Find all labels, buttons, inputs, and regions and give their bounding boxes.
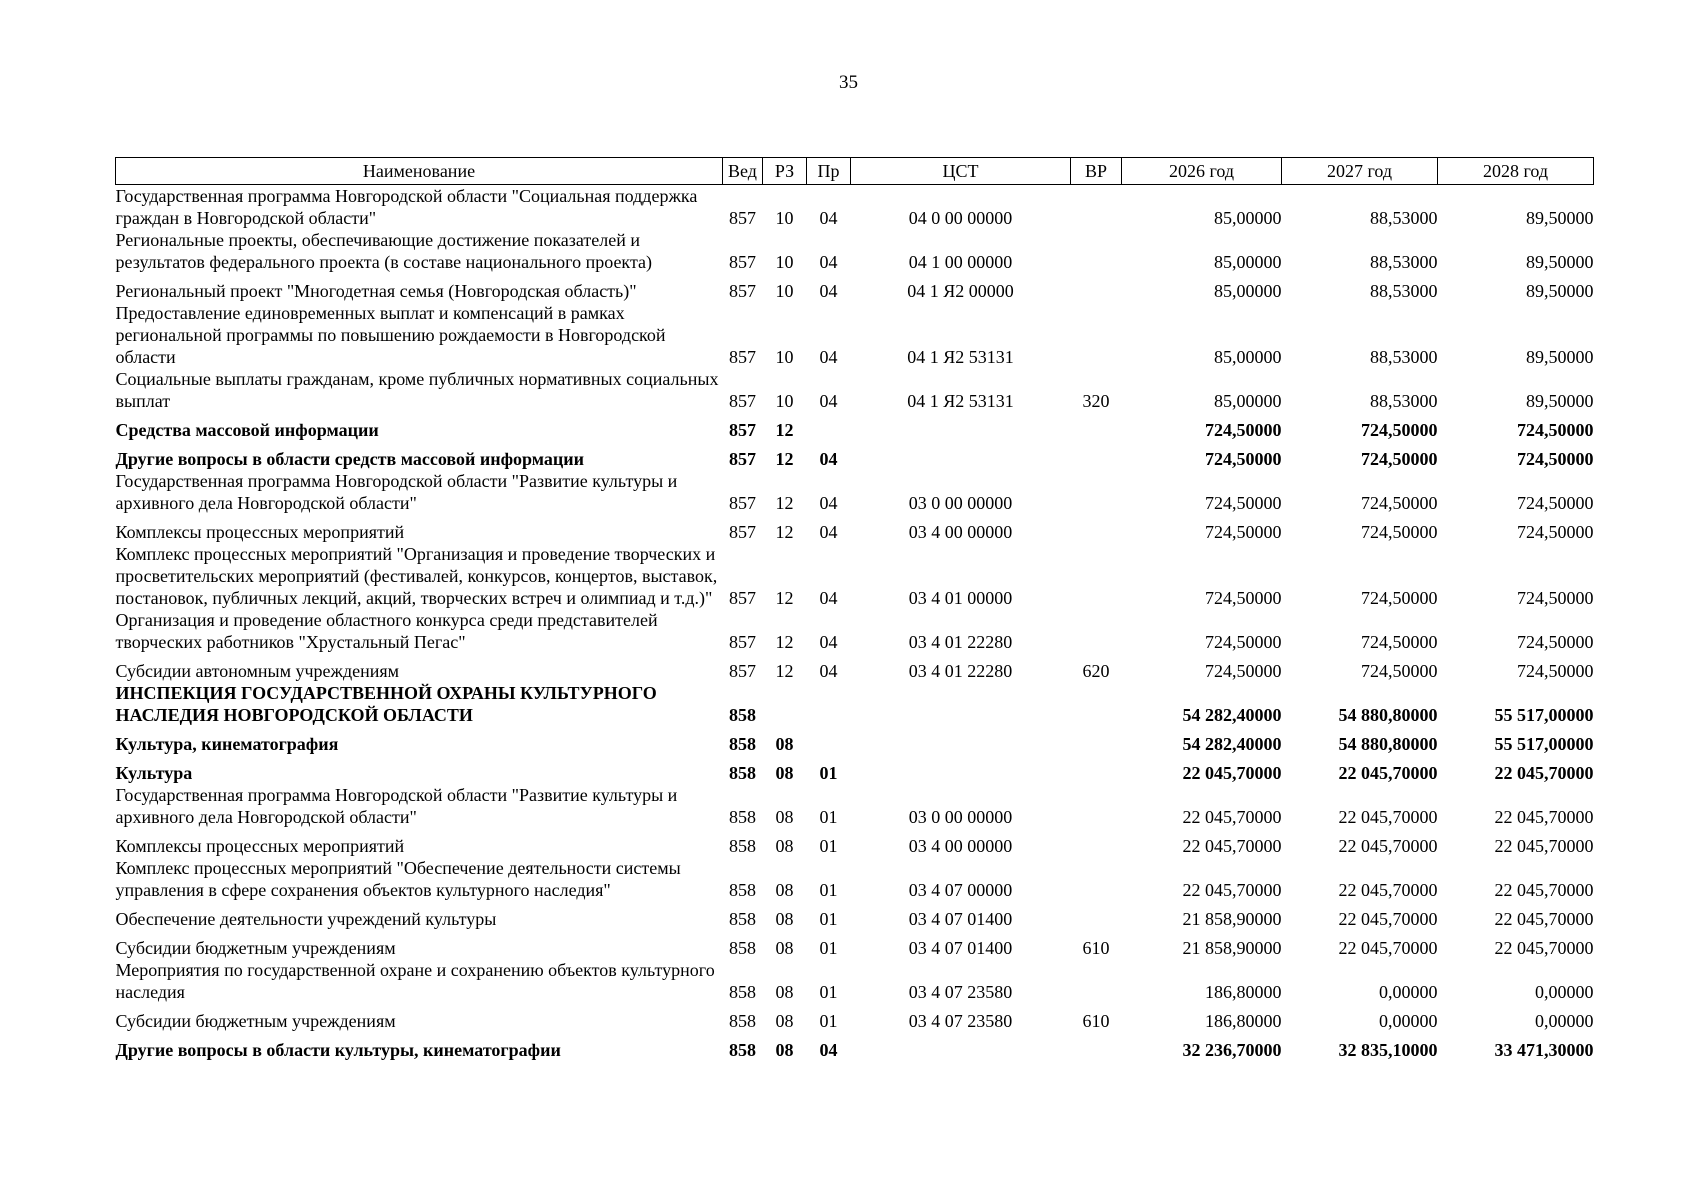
cell-vr bbox=[1071, 726, 1122, 755]
table-row bbox=[116, 959, 1594, 1003]
cell-y2028: 724,50000 bbox=[1517, 493, 1594, 513]
cell-y2026: 21 858,90000 bbox=[1182, 909, 1282, 929]
cell-y2026: 724,50000 bbox=[1205, 420, 1282, 440]
cell-y2026: 32 236,70000 bbox=[1182, 1040, 1282, 1060]
cell-rz: 10 bbox=[775, 391, 794, 411]
cell-name: Комплекс процессных мероприятий "Обеспечение деятельности системы управления в сфере сохранения объектов культурного наследия" bbox=[115, 858, 681, 900]
cell-pr: 04 bbox=[819, 281, 838, 301]
cell-name: Предоставление единовременных выплат и компенсаций в рамках региональной программы по повышению рождаемости в Новгородской области bbox=[115, 303, 666, 367]
header-2026: 2026 год bbox=[1122, 158, 1282, 185]
cell-y2027: 54 880,80000 bbox=[1338, 705, 1438, 725]
cell-ved: 858 bbox=[729, 705, 756, 725]
cell-name: Другие вопросы в области культуры, кинематографии bbox=[115, 1040, 561, 1060]
cell-y2028: 89,50000 bbox=[1526, 208, 1594, 228]
cell-name: Государственная программа Новгородской области "Развитие культуры и архивного дела Новгородской области" bbox=[115, 471, 678, 513]
cell-rz: 08 bbox=[775, 1040, 794, 1060]
cell-y2028: 55 517,00000 bbox=[1494, 705, 1594, 725]
cell-y2028: 0,00000 bbox=[1535, 1011, 1594, 1031]
header-vr: ВР bbox=[1071, 158, 1122, 185]
table-row bbox=[116, 726, 1594, 755]
cell-y2028: 22 045,70000 bbox=[1494, 909, 1594, 929]
cell-y2027: 22 045,70000 bbox=[1338, 836, 1438, 856]
header-name: Наименование bbox=[116, 158, 723, 185]
cell-y2026: 724,50000 bbox=[1205, 522, 1282, 542]
table-row bbox=[116, 857, 1594, 901]
cell-cst: 03 4 07 23580 bbox=[908, 1011, 1013, 1031]
cell-pr: 01 bbox=[819, 807, 838, 827]
cell-vr bbox=[1071, 682, 1122, 726]
table-row bbox=[116, 828, 1594, 857]
cell-pr: 04 bbox=[819, 522, 838, 542]
cell-y2027: 724,50000 bbox=[1361, 632, 1438, 652]
cell-y2028: 22 045,70000 bbox=[1494, 938, 1594, 958]
cell-name: Обеспечение деятельности учреждений культуры bbox=[115, 909, 497, 929]
cell-y2028: 22 045,70000 bbox=[1494, 836, 1594, 856]
page-number: 35 bbox=[839, 72, 858, 93]
cell-y2026: 22 045,70000 bbox=[1182, 836, 1282, 856]
cell-rz: 12 bbox=[775, 661, 794, 681]
cell-rz: 08 bbox=[775, 763, 794, 783]
cell-vr bbox=[1071, 185, 1122, 230]
cell-cst: 04 1 Я2 53131 bbox=[907, 347, 1014, 367]
cell-ved: 857 bbox=[729, 661, 756, 681]
cell-name: Государственная программа Новгородской области "Развитие культуры и архивного дела Новгородской области" bbox=[115, 785, 678, 827]
cell-ved: 858 bbox=[729, 909, 756, 929]
cell-rz: 08 bbox=[775, 938, 794, 958]
cell-name: ИНСПЕКЦИЯ ГОСУДАРСТВЕННОЙ ОХРАНЫ КУЛЬТУРНОГО НАСЛЕДИЯ НОВГОРОДСКОЙ ОБЛАСТИ bbox=[115, 683, 657, 725]
cell-y2027: 54 880,80000 bbox=[1338, 734, 1438, 754]
cell-y2027: 22 045,70000 bbox=[1338, 938, 1438, 958]
header-2028: 2028 год bbox=[1438, 158, 1594, 185]
header-cst: ЦСТ bbox=[851, 158, 1071, 185]
cell-y2028: 89,50000 bbox=[1526, 391, 1594, 411]
cell-cst: 04 1 Я2 00000 bbox=[907, 281, 1014, 301]
cell-y2026: 85,00000 bbox=[1214, 347, 1282, 367]
cell-pr: 01 bbox=[819, 909, 838, 929]
cell-y2028: 89,50000 bbox=[1526, 252, 1594, 272]
cell-y2027: 22 045,70000 bbox=[1338, 909, 1438, 929]
cell-cst: 03 4 07 01400 bbox=[908, 909, 1013, 929]
cell-name: Социальные выплаты гражданам, кроме публичных нормативных социальных выплат bbox=[115, 369, 719, 411]
cell-vr: 610 bbox=[1082, 938, 1110, 958]
cell-rz: 12 bbox=[775, 420, 794, 440]
cell-pr: 04 bbox=[819, 632, 838, 652]
cell-cst: 03 0 00 00000 bbox=[908, 807, 1013, 827]
cell-y2026: 21 858,90000 bbox=[1182, 938, 1282, 958]
cell-rz: 08 bbox=[775, 982, 794, 1002]
table-row bbox=[116, 901, 1594, 930]
cell-pr: 04 bbox=[819, 391, 838, 411]
cell-vr bbox=[1071, 959, 1122, 1003]
cell-rz: 08 bbox=[775, 909, 794, 929]
cell-cst: 03 4 01 22280 bbox=[908, 632, 1013, 652]
cell-pr: 04 bbox=[819, 347, 838, 367]
cell-pr: 01 bbox=[819, 836, 838, 856]
cell-rz: 10 bbox=[775, 347, 794, 367]
cell-cst bbox=[851, 755, 1071, 784]
cell-y2027: 88,53000 bbox=[1370, 281, 1438, 301]
cell-y2028: 724,50000 bbox=[1517, 449, 1594, 469]
cell-ved: 858 bbox=[729, 807, 756, 827]
cell-y2026: 186,80000 bbox=[1205, 1011, 1282, 1031]
cell-y2026: 724,50000 bbox=[1205, 449, 1282, 469]
cell-cst bbox=[851, 441, 1071, 470]
table-row bbox=[116, 470, 1594, 514]
cell-vr bbox=[1071, 828, 1122, 857]
cell-rz: 08 bbox=[775, 880, 794, 900]
cell-rz: 10 bbox=[775, 208, 794, 228]
cell-y2027: 22 045,70000 bbox=[1338, 807, 1438, 827]
cell-y2027: 22 045,70000 bbox=[1338, 880, 1438, 900]
cell-y2026: 85,00000 bbox=[1214, 281, 1282, 301]
cell-cst: 04 1 Я2 53131 bbox=[907, 391, 1014, 411]
cell-rz: 10 bbox=[775, 281, 794, 301]
cell-rz: 12 bbox=[775, 449, 794, 469]
cell-y2026: 22 045,70000 bbox=[1182, 763, 1282, 783]
cell-pr: 04 bbox=[819, 252, 838, 272]
cell-pr: 01 bbox=[819, 982, 838, 1002]
cell-vr bbox=[1071, 412, 1122, 441]
table-row bbox=[116, 1032, 1594, 1061]
cell-y2026: 186,80000 bbox=[1205, 982, 1282, 1002]
cell-rz: 08 bbox=[775, 1011, 794, 1031]
cell-ved: 858 bbox=[729, 1011, 756, 1031]
cell-pr: 04 bbox=[819, 661, 838, 681]
cell-y2028: 89,50000 bbox=[1526, 347, 1594, 367]
table-row bbox=[116, 368, 1594, 412]
cell-y2027: 32 835,10000 bbox=[1338, 1040, 1438, 1060]
cell-vr bbox=[1071, 857, 1122, 901]
cell-name: Субсидии бюджетным учреждениям bbox=[115, 1011, 396, 1031]
cell-y2028: 89,50000 bbox=[1526, 281, 1594, 301]
cell-pr bbox=[807, 682, 851, 726]
cell-cst: 03 4 01 22280 bbox=[908, 661, 1013, 681]
cell-vr bbox=[1071, 302, 1122, 368]
table-row bbox=[116, 273, 1594, 302]
table-row bbox=[116, 302, 1594, 368]
cell-y2027: 724,50000 bbox=[1361, 661, 1438, 681]
cell-vr bbox=[1071, 441, 1122, 470]
cell-vr: 610 bbox=[1082, 1011, 1110, 1031]
cell-ved: 858 bbox=[729, 880, 756, 900]
cell-ved: 858 bbox=[729, 763, 756, 783]
table-row bbox=[116, 229, 1594, 273]
cell-ved: 857 bbox=[729, 632, 756, 652]
header-ved: Вед bbox=[723, 158, 763, 185]
cell-cst: 03 4 00 00000 bbox=[908, 836, 1013, 856]
cell-name: Региональные проекты, обеспечивающие достижение показателей и результатов федерального проекта (в составе национального проекта) bbox=[115, 230, 653, 272]
cell-cst: 04 1 00 00000 bbox=[908, 252, 1013, 272]
cell-name: Региональный проект "Многодетная семья (Новгородская область)" bbox=[115, 281, 637, 301]
cell-vr: 620 bbox=[1082, 661, 1110, 681]
cell-cst: 03 4 00 00000 bbox=[908, 522, 1013, 542]
cell-cst: 03 4 07 01400 bbox=[908, 938, 1013, 958]
cell-ved: 857 bbox=[729, 391, 756, 411]
cell-name: Культура, кинематография bbox=[115, 734, 339, 754]
cell-vr bbox=[1071, 901, 1122, 930]
header-2027: 2027 год bbox=[1282, 158, 1438, 185]
cell-y2026: 22 045,70000 bbox=[1182, 807, 1282, 827]
cell-vr bbox=[1071, 229, 1122, 273]
cell-pr bbox=[807, 726, 851, 755]
table-row bbox=[116, 412, 1594, 441]
table-row bbox=[116, 543, 1594, 609]
cell-ved: 857 bbox=[729, 208, 756, 228]
cell-name: Мероприятия по государственной охране и сохранению объектов культурного наследия bbox=[115, 960, 715, 1002]
table-row bbox=[116, 514, 1594, 543]
cell-pr bbox=[807, 412, 851, 441]
cell-pr: 04 bbox=[819, 1040, 838, 1060]
cell-rz: 08 bbox=[775, 734, 794, 754]
cell-y2027: 724,50000 bbox=[1361, 522, 1438, 542]
cell-y2027: 724,50000 bbox=[1361, 588, 1438, 608]
cell-rz: 10 bbox=[775, 252, 794, 272]
cell-ved: 858 bbox=[729, 938, 756, 958]
cell-y2027: 22 045,70000 bbox=[1338, 763, 1438, 783]
cell-ved: 857 bbox=[729, 522, 756, 542]
cell-pr: 01 bbox=[819, 1011, 838, 1031]
cell-cst bbox=[851, 1032, 1071, 1061]
cell-y2028: 22 045,70000 bbox=[1494, 880, 1594, 900]
cell-y2028: 0,00000 bbox=[1535, 982, 1594, 1002]
cell-ved: 857 bbox=[729, 420, 756, 440]
cell-vr bbox=[1071, 273, 1122, 302]
cell-name: Государственная программа Новгородской области "Социальная поддержка граждан в Новгородской области" bbox=[115, 186, 698, 228]
cell-pr: 04 bbox=[819, 449, 838, 469]
cell-y2027: 88,53000 bbox=[1370, 208, 1438, 228]
cell-y2028: 724,50000 bbox=[1517, 632, 1594, 652]
cell-y2027: 724,50000 bbox=[1361, 493, 1438, 513]
cell-cst: 03 4 07 23580 bbox=[908, 982, 1013, 1002]
cell-y2027: 724,50000 bbox=[1361, 420, 1438, 440]
cell-rz bbox=[763, 682, 807, 726]
cell-cst bbox=[851, 726, 1071, 755]
table-row bbox=[116, 609, 1594, 653]
cell-name: Комплексы процессных мероприятий bbox=[115, 522, 405, 542]
cell-name: Организация и проведение областного конкурса среди представителей творческих работников "Хрустальный Пегас" bbox=[115, 610, 658, 652]
cell-pr: 04 bbox=[819, 588, 838, 608]
cell-ved: 858 bbox=[729, 1040, 756, 1060]
cell-pr: 01 bbox=[819, 763, 838, 783]
cell-name: Субсидии автономным учреждениям bbox=[115, 661, 400, 681]
cell-y2026: 724,50000 bbox=[1205, 493, 1282, 513]
cell-ved: 857 bbox=[729, 347, 756, 367]
cell-ved: 857 bbox=[729, 588, 756, 608]
cell-y2027: 0,00000 bbox=[1379, 982, 1438, 1002]
cell-cst: 03 0 00 00000 bbox=[908, 493, 1013, 513]
cell-ved: 857 bbox=[729, 493, 756, 513]
table-header-row bbox=[116, 158, 1594, 185]
cell-vr bbox=[1071, 1032, 1122, 1061]
table-row bbox=[116, 653, 1594, 682]
table-row bbox=[116, 755, 1594, 784]
cell-pr: 04 bbox=[819, 493, 838, 513]
cell-y2027: 88,53000 bbox=[1370, 252, 1438, 272]
cell-rz: 08 bbox=[775, 807, 794, 827]
cell-y2026: 85,00000 bbox=[1214, 391, 1282, 411]
cell-rz: 12 bbox=[775, 632, 794, 652]
cell-y2028: 55 517,00000 bbox=[1494, 734, 1594, 754]
cell-name: Субсидии бюджетным учреждениям bbox=[115, 938, 396, 958]
header-rz: РЗ bbox=[763, 158, 807, 185]
cell-cst: 04 0 00 00000 bbox=[908, 208, 1013, 228]
cell-name: Комплекс процессных мероприятий "Организация и проведение творческих и просветительских мероприятий (фестивалей, конкурсов, концертов, выставок, постановок, публичных лекций, акций, творческих встреч и олимпиад и т.д.)" bbox=[115, 544, 718, 608]
cell-vr bbox=[1071, 470, 1122, 514]
cell-vr bbox=[1071, 609, 1122, 653]
cell-y2028: 724,50000 bbox=[1517, 420, 1594, 440]
cell-y2028: 724,50000 bbox=[1517, 522, 1594, 542]
cell-ved: 857 bbox=[729, 281, 756, 301]
cell-y2028: 22 045,70000 bbox=[1494, 763, 1594, 783]
header-pr: Пр bbox=[807, 158, 851, 185]
cell-rz: 08 bbox=[775, 836, 794, 856]
cell-y2026: 85,00000 bbox=[1214, 252, 1282, 272]
cell-y2028: 22 045,70000 bbox=[1494, 807, 1594, 827]
cell-y2026: 724,50000 bbox=[1205, 588, 1282, 608]
cell-y2026: 724,50000 bbox=[1205, 632, 1282, 652]
cell-y2026: 54 282,40000 bbox=[1182, 705, 1282, 725]
table-body bbox=[116, 185, 1594, 1062]
table-row bbox=[116, 1003, 1594, 1032]
cell-name: Комплексы процессных мероприятий bbox=[115, 836, 405, 856]
table-row bbox=[116, 784, 1594, 828]
cell-rz: 12 bbox=[775, 493, 794, 513]
cell-name: Другие вопросы в области средств массовой информации bbox=[115, 449, 585, 469]
cell-y2026: 724,50000 bbox=[1205, 661, 1282, 681]
cell-vr bbox=[1071, 543, 1122, 609]
cell-ved: 857 bbox=[729, 449, 756, 469]
cell-name: Культура bbox=[115, 763, 193, 783]
cell-ved: 857 bbox=[729, 252, 756, 272]
cell-y2027: 88,53000 bbox=[1370, 347, 1438, 367]
cell-rz: 12 bbox=[775, 522, 794, 542]
cell-ved: 858 bbox=[729, 836, 756, 856]
cell-cst: 03 4 07 00000 bbox=[908, 880, 1013, 900]
cell-vr: 320 bbox=[1082, 391, 1110, 411]
table-row bbox=[116, 682, 1594, 726]
cell-y2027: 88,53000 bbox=[1370, 391, 1438, 411]
budget-table bbox=[115, 157, 1594, 1061]
cell-y2027: 724,50000 bbox=[1361, 449, 1438, 469]
table-row bbox=[116, 185, 1594, 230]
cell-y2026: 54 282,40000 bbox=[1182, 734, 1282, 754]
cell-y2028: 724,50000 bbox=[1517, 661, 1594, 681]
table-row bbox=[116, 930, 1594, 959]
cell-vr bbox=[1071, 755, 1122, 784]
cell-y2026: 85,00000 bbox=[1214, 208, 1282, 228]
cell-y2027: 0,00000 bbox=[1379, 1011, 1438, 1031]
cell-rz: 12 bbox=[775, 588, 794, 608]
cell-ved: 858 bbox=[729, 734, 756, 754]
cell-y2028: 33 471,30000 bbox=[1494, 1040, 1594, 1060]
table-row bbox=[116, 441, 1594, 470]
cell-pr: 01 bbox=[819, 880, 838, 900]
cell-vr bbox=[1071, 514, 1122, 543]
cell-name: Средства массовой информации bbox=[115, 420, 379, 440]
cell-ved: 858 bbox=[729, 982, 756, 1002]
cell-cst: 03 4 01 00000 bbox=[908, 588, 1013, 608]
cell-pr: 01 bbox=[819, 938, 838, 958]
cell-vr bbox=[1071, 784, 1122, 828]
cell-cst bbox=[851, 682, 1071, 726]
cell-cst bbox=[851, 412, 1071, 441]
cell-y2028: 724,50000 bbox=[1517, 588, 1594, 608]
cell-pr: 04 bbox=[819, 208, 838, 228]
cell-y2026: 22 045,70000 bbox=[1182, 880, 1282, 900]
